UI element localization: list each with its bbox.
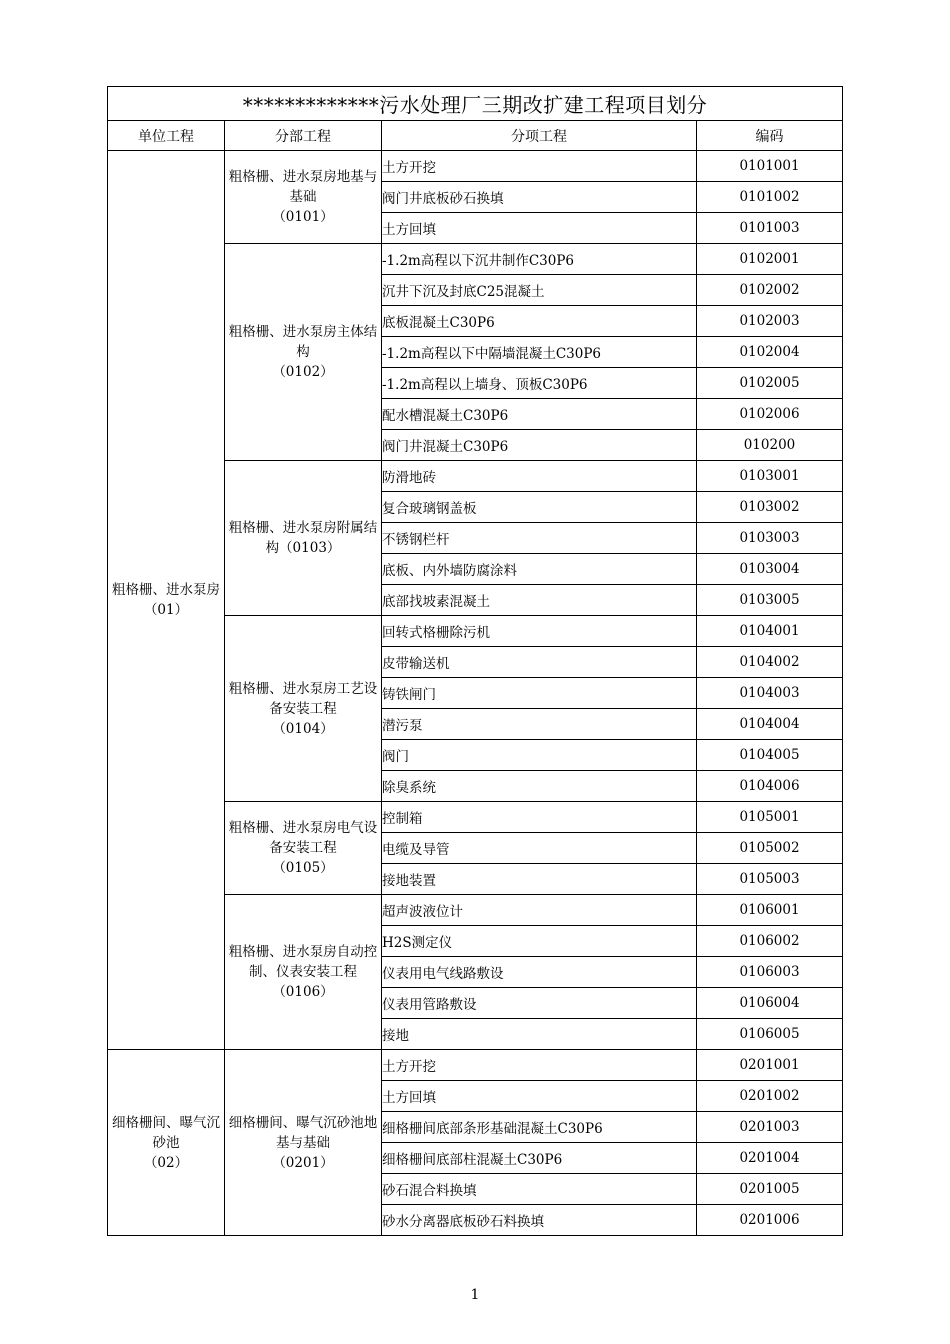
sub-item-cell: 仪表用管路敷设 xyxy=(382,988,697,1019)
code-cell: 0201002 xyxy=(697,1081,843,1112)
code-cell: 0105001 xyxy=(697,802,843,833)
code-cell: 0106003 xyxy=(697,957,843,988)
code-cell: 0201001 xyxy=(697,1050,843,1081)
sub-item-cell: 铸铁闸门 xyxy=(382,678,697,709)
sub-item-cell: 不锈钢栏杆 xyxy=(382,523,697,554)
page-number: 1 xyxy=(470,1287,480,1303)
code-cell: 0201004 xyxy=(697,1143,843,1174)
sub-division-cell: 粗格栅、进水泵房工艺设备安装工程 （0104） xyxy=(225,616,382,802)
sub-division-cell: 粗格栅、进水泵房电气设备安装工程 （0105） xyxy=(225,802,382,895)
sub-item-cell: 接地装置 xyxy=(382,864,697,895)
project-division-table xyxy=(107,86,843,1236)
sub-item-cell: 细格栅间底部条形基础混凝土C30P6 xyxy=(382,1112,697,1143)
code-cell: 0106004 xyxy=(697,988,843,1019)
sub-item-cell: 阀门井混凝土C30P6 xyxy=(382,430,697,461)
sub-item-cell: 砂石混合料换填 xyxy=(382,1174,697,1205)
code-cell: 0103003 xyxy=(697,523,843,554)
sub-item-cell: 阀门 xyxy=(382,740,697,771)
sub-division-cell: 粗格栅、进水泵房自动控制、仪表安装工程（0106） xyxy=(225,895,382,1050)
sub-item-cell: 土方开挖 xyxy=(382,151,697,182)
sub-item-cell: 底板混凝土C30P6 xyxy=(382,306,697,337)
header-unit-project: 单位工程 xyxy=(108,121,225,151)
code-cell: 0104001 xyxy=(697,616,843,647)
code-cell: 0104004 xyxy=(697,709,843,740)
code-cell: 0201006 xyxy=(697,1205,843,1236)
code-cell: 0102005 xyxy=(697,368,843,399)
sub-item-cell: 除臭系统 xyxy=(382,771,697,802)
code-cell: 0102002 xyxy=(697,275,843,306)
sub-item-cell: 皮带输送机 xyxy=(382,647,697,678)
code-cell: 0101002 xyxy=(697,182,843,213)
code-cell: 0102004 xyxy=(697,337,843,368)
code-cell: 0201005 xyxy=(697,1174,843,1205)
sub-item-cell: -1.2m高程以下沉井制作C30P6 xyxy=(382,244,697,275)
sub-division-cell: 粗格栅、进水泵房主体结构 （0102） xyxy=(225,244,382,461)
table-row xyxy=(108,1050,843,1081)
sub-item-cell: 电缆及导管 xyxy=(382,833,697,864)
code-cell: 0104002 xyxy=(697,647,843,678)
code-cell: 0106001 xyxy=(697,895,843,926)
sub-item-cell: 底板、内外墙防腐涂料 xyxy=(382,554,697,585)
header-code: 编码 xyxy=(697,121,843,151)
sub-item-cell: 复合玻璃钢盖板 xyxy=(382,492,697,523)
table-row xyxy=(108,151,843,182)
sub-item-cell: 砂水分离器底板砂石料换填 xyxy=(382,1205,697,1236)
code-cell: 0101003 xyxy=(697,213,843,244)
sub-item-cell: 超声波液位计 xyxy=(382,895,697,926)
unit-project-cell: 细格栅间、曝气沉砂池 （02） xyxy=(108,1050,225,1236)
sub-item-cell: 潜污泵 xyxy=(382,709,697,740)
code-cell: 0103001 xyxy=(697,461,843,492)
sub-item-cell: 控制箱 xyxy=(382,802,697,833)
sub-item-cell: 防滑地砖 xyxy=(382,461,697,492)
sub-item-cell: 土方开挖 xyxy=(382,1050,697,1081)
header-sub-division: 分部工程 xyxy=(225,121,382,151)
sub-division-cell: 粗格栅、进水泵房地基与基础 （0101） xyxy=(225,151,382,244)
sub-item-cell: 配水槽混凝土C30P6 xyxy=(382,399,697,430)
code-cell: 0106005 xyxy=(697,1019,843,1050)
code-cell: 0103004 xyxy=(697,554,843,585)
code-cell: 0105003 xyxy=(697,864,843,895)
code-cell: 0201003 xyxy=(697,1112,843,1143)
sub-item-cell: 回转式格栅除污机 xyxy=(382,616,697,647)
sub-item-cell: 底部找坡素混凝土 xyxy=(382,585,697,616)
document-title: *************污水处理厂三期改扩建工程项目划分 xyxy=(108,87,843,121)
code-cell: 0104006 xyxy=(697,771,843,802)
code-cell: 0104003 xyxy=(697,678,843,709)
sub-item-cell: -1.2m高程以上墙身、顶板C30P6 xyxy=(382,368,697,399)
unit-project-cell: 粗格栅、进水泵房 （01） xyxy=(108,151,225,1050)
sub-item-cell: 细格栅间底部柱混凝土C30P6 xyxy=(382,1143,697,1174)
code-cell: 0104005 xyxy=(697,740,843,771)
code-cell: 0101001 xyxy=(697,151,843,182)
sub-item-cell: -1.2m高程以下中隔墙混凝土C30P6 xyxy=(382,337,697,368)
sub-item-cell: 土方回填 xyxy=(382,1081,697,1112)
sub-item-cell: 土方回填 xyxy=(382,213,697,244)
code-cell: 0103005 xyxy=(697,585,843,616)
code-cell: 0102003 xyxy=(697,306,843,337)
code-cell: 010200 xyxy=(697,430,843,461)
sub-item-cell: 阀门井底板砂石换填 xyxy=(382,182,697,213)
code-cell: 0106002 xyxy=(697,926,843,957)
sub-item-cell: 仪表用电气线路敷设 xyxy=(382,957,697,988)
code-cell: 0105002 xyxy=(697,833,843,864)
code-cell: 0102001 xyxy=(697,244,843,275)
code-cell: 0103002 xyxy=(697,492,843,523)
sub-item-cell: H2S测定仪 xyxy=(382,926,697,957)
header-sub-item: 分项工程 xyxy=(382,121,697,151)
sub-item-cell: 接地 xyxy=(382,1019,697,1050)
sub-division-cell: 细格栅间、曝气沉砂池地基与基础 （0201） xyxy=(225,1050,382,1236)
sub-item-cell: 沉井下沉及封底C25混凝土 xyxy=(382,275,697,306)
sub-division-cell: 粗格栅、进水泵房附属结构（0103） xyxy=(225,461,382,616)
code-cell: 0102006 xyxy=(697,399,843,430)
